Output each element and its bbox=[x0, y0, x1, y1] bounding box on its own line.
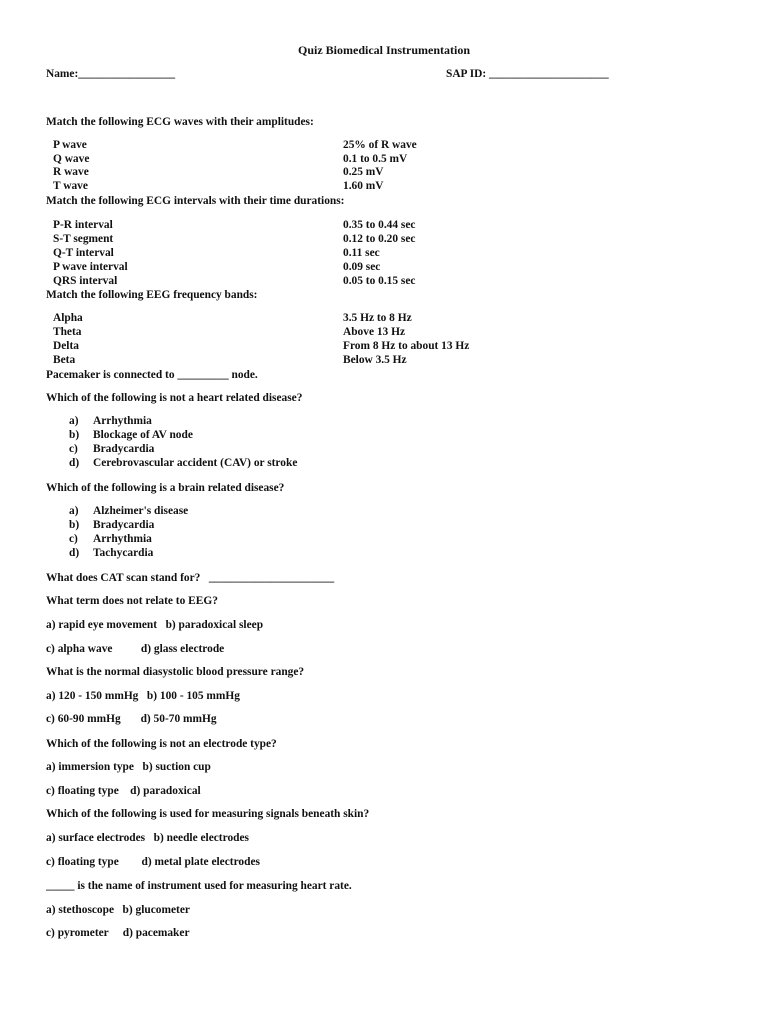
eeg-frequency-item: Below 3.5 Hz bbox=[343, 354, 407, 366]
options-line: a) stethoscope b) glucometer bbox=[46, 904, 190, 916]
eeg-frequency-item: Above 13 Hz bbox=[343, 326, 406, 338]
sap-id-field-label: SAP ID: _____________________ bbox=[446, 68, 609, 80]
ecg-amplitude-item: 25% of R wave bbox=[343, 139, 417, 151]
ecg-wave-item: P wave bbox=[53, 139, 87, 151]
options-line: a) surface electrodes b) needle electrodes bbox=[46, 832, 249, 844]
option-text: Alzheimer's disease bbox=[93, 505, 189, 517]
option-text: Bradycardia bbox=[93, 519, 155, 531]
ecg-duration-item: 0.12 to 0.20 sec bbox=[343, 233, 416, 245]
option-text: Arrhythmia bbox=[93, 533, 152, 545]
option-text: Cerebrovascular accident (CAV) or stroke bbox=[93, 457, 298, 469]
ecg-duration-item: 0.09 sec bbox=[343, 261, 381, 273]
options-line: c) 60-90 mmHg d) 50-70 mmHg bbox=[46, 713, 217, 725]
ecg-interval-item: Q-T interval bbox=[53, 247, 114, 259]
page-title: Quiz Biomedical Instrumentation bbox=[297, 43, 470, 57]
option-text: Tachycardia bbox=[93, 547, 154, 559]
cat-scan-question: What does CAT scan stand for? ______________________ bbox=[46, 572, 335, 584]
option-letter: d) bbox=[69, 547, 80, 559]
options-line: c) alpha wave d) glass electrode bbox=[46, 643, 225, 655]
ecg-waves-heading: Match the following ECG waves with their amplitudes: bbox=[46, 116, 314, 128]
options-line: c) pyrometer d) pacemaker bbox=[46, 927, 190, 939]
ecg-wave-item: R wave bbox=[53, 166, 89, 178]
ecg-wave-item: Q wave bbox=[53, 153, 90, 165]
eeg-band-item: Beta bbox=[53, 354, 76, 366]
option-text: Bradycardia bbox=[93, 443, 155, 455]
option-letter: d) bbox=[69, 457, 80, 469]
eeg-band-item: Alpha bbox=[53, 312, 83, 324]
option-text: Blockage of AV node bbox=[93, 429, 193, 441]
options-line: a) 120 - 150 mmHg b) 100 - 105 mmHg bbox=[46, 690, 240, 702]
electrode-type-question: Which of the following is not an electrode type? bbox=[46, 738, 277, 750]
options-line: c) floating type d) paradoxical bbox=[46, 785, 201, 797]
name-field-label: Name:_________________ bbox=[46, 68, 176, 80]
ecg-duration-item: 0.35 to 0.44 sec bbox=[343, 219, 416, 231]
blood-pressure-question: What is the normal diasystolic blood pressure range? bbox=[46, 666, 305, 678]
options-line: a) rapid eye movement b) paradoxical sleep bbox=[46, 619, 264, 631]
eeg-frequency-item: From 8 Hz to about 13 Hz bbox=[343, 340, 470, 352]
ecg-interval-item: S-T segment bbox=[53, 233, 114, 245]
ecg-interval-item: P-R interval bbox=[53, 219, 113, 231]
beneath-skin-question: Which of the following is used for measuring signals beneath skin? bbox=[46, 808, 370, 820]
ecg-interval-item: QRS interval bbox=[53, 275, 118, 287]
option-letter: a) bbox=[69, 505, 79, 517]
eeg-band-item: Delta bbox=[53, 340, 79, 352]
options-line: a) immersion type b) suction cup bbox=[46, 761, 211, 773]
heart-rate-question: _____ is the name of instrument used for measuring heart rate. bbox=[46, 880, 352, 892]
option-letter: a) bbox=[69, 415, 79, 427]
option-letter: c) bbox=[69, 443, 78, 455]
eeg-term-question: What term does not relate to EEG? bbox=[46, 595, 218, 607]
heart-disease-question: Which of the following is not a heart related disease? bbox=[46, 392, 303, 404]
brain-disease-question: Which of the following is a brain related disease? bbox=[46, 482, 285, 494]
eeg-bands-heading: Match the following EEG frequency bands: bbox=[46, 289, 258, 301]
option-text: Arrhythmia bbox=[93, 415, 152, 427]
eeg-frequency-item: 3.5 Hz to 8 Hz bbox=[343, 312, 412, 324]
option-letter: b) bbox=[69, 519, 80, 531]
pacemaker-question: Pacemaker is connected to _________ node. bbox=[46, 369, 258, 381]
eeg-band-item: Theta bbox=[53, 326, 82, 338]
ecg-amplitude-item: 0.25 mV bbox=[343, 166, 384, 178]
ecg-intervals-heading: Match the following ECG intervals with their time durations: bbox=[46, 195, 345, 207]
ecg-duration-item: 0.05 to 0.15 sec bbox=[343, 275, 416, 287]
ecg-interval-item: P wave interval bbox=[53, 261, 128, 273]
ecg-amplitude-item: 1.60 mV bbox=[343, 180, 384, 192]
options-line: c) floating type d) metal plate electrodes bbox=[46, 856, 260, 868]
ecg-amplitude-item: 0.1 to 0.5 mV bbox=[343, 153, 408, 165]
ecg-duration-item: 0.11 sec bbox=[343, 247, 380, 259]
option-letter: c) bbox=[69, 533, 78, 545]
ecg-wave-item: T wave bbox=[53, 180, 88, 192]
option-letter: b) bbox=[69, 429, 80, 441]
